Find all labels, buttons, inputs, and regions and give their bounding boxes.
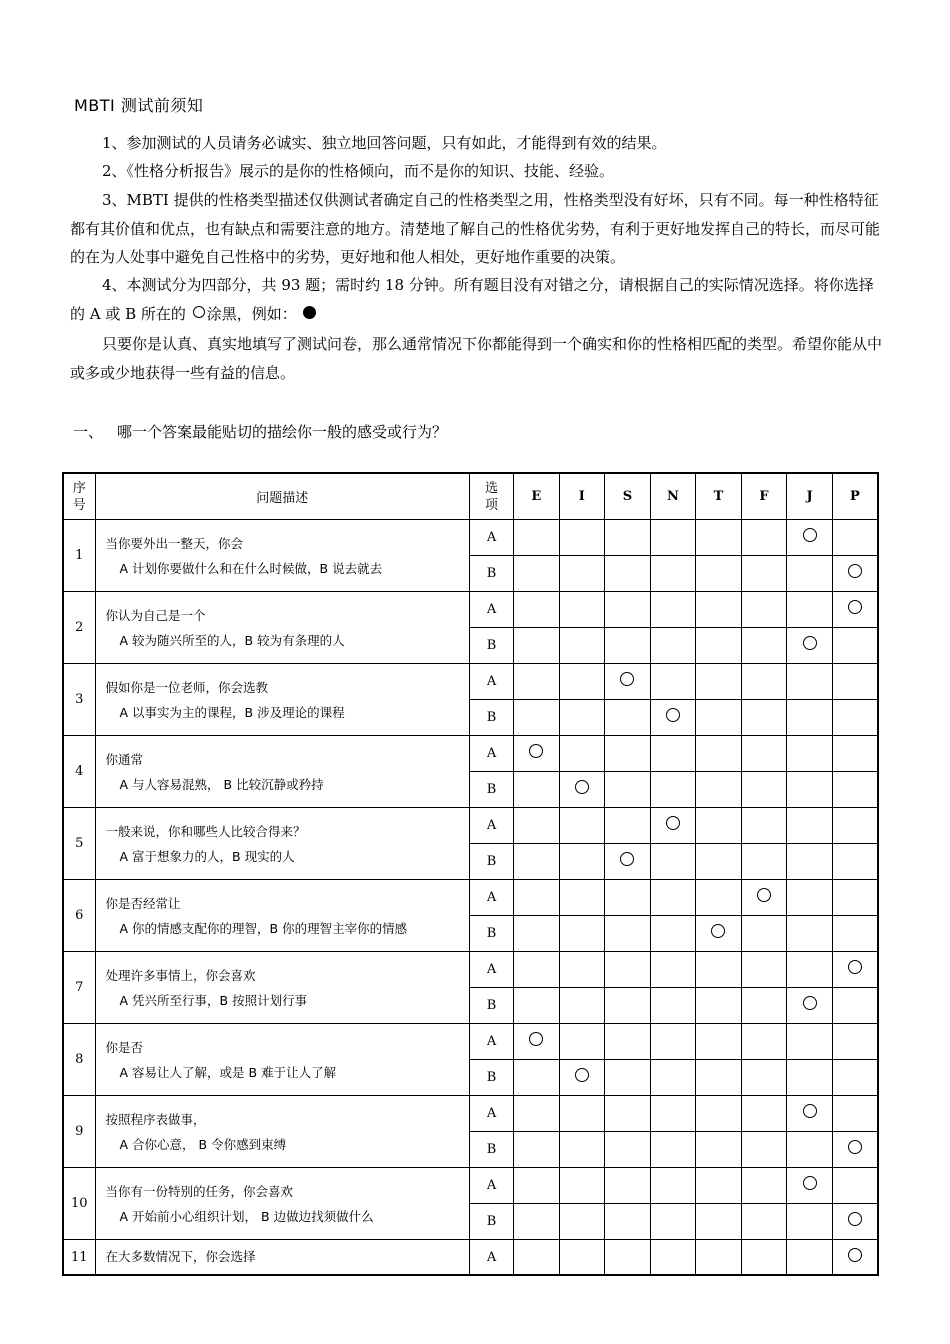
question-number: 4	[63, 736, 95, 808]
answer-cell-q5-a-t	[696, 808, 742, 844]
answer-cell-q9-a-e	[514, 1096, 560, 1132]
header-dim-s: S	[605, 473, 651, 520]
answer-circle-icon[interactable]	[620, 672, 634, 686]
answer-cell-q7-b-e	[514, 988, 560, 1024]
question-number: 5	[63, 808, 95, 880]
question-text: 你是否	[105, 1039, 144, 1055]
answer-cell-q6-b-s	[605, 916, 651, 952]
answer-cell-q9-a-p	[832, 1096, 878, 1132]
question-row-a	[63, 880, 878, 916]
question-number: 7	[63, 952, 95, 1024]
answer-cell-q5-b-e	[514, 844, 560, 880]
answer-cell-q5-b-t	[696, 844, 742, 880]
header-dim-f: F	[741, 473, 787, 520]
answer-cell-q3-b-f	[741, 700, 787, 736]
answer-cell-q11-a-f	[741, 1240, 787, 1276]
option-a-label: A	[469, 808, 513, 844]
question-row-a	[63, 952, 878, 988]
answer-cell-q6-a-f[interactable]	[741, 880, 787, 916]
answer-cell-q9-a-t	[696, 1096, 742, 1132]
answer-cell-q3-a-i	[559, 664, 605, 700]
answer-circle-icon[interactable]	[803, 636, 817, 650]
answer-cell-q1-b-j	[787, 556, 833, 592]
answer-circle-icon[interactable]	[848, 1248, 862, 1262]
option-b-label: B	[469, 772, 513, 808]
answer-cell-q2-b-f	[741, 628, 787, 664]
answer-cell-q3-b-t	[696, 700, 742, 736]
question-answers: A 以事实为主的课程，B 涉及理论的课程	[119, 704, 345, 720]
option-b-label: B	[469, 628, 513, 664]
answer-cell-q8-b-f	[741, 1060, 787, 1096]
answer-cell-q7-a-t	[696, 952, 742, 988]
answer-cell-q5-b-p	[832, 844, 878, 880]
answer-cell-q10-a-t	[696, 1168, 742, 1204]
answer-cell-q8-b-j	[787, 1060, 833, 1096]
question-text: 一般来说，你和哪些人比较合得来？	[105, 823, 306, 839]
answer-cell-q10-a-p	[832, 1168, 878, 1204]
answer-cell-q2-a-j	[787, 592, 833, 628]
answer-cell-q3-a-s[interactable]	[605, 664, 651, 700]
answer-cell-q6-a-e	[514, 880, 560, 916]
answer-cell-q1-a-t	[696, 520, 742, 556]
answer-circle-icon[interactable]	[757, 888, 771, 902]
intro-p4-text-before: 4、本测试分为四部分，共 93 题；需时约 18 分钟。所有题目没有对错之分，请根据自己的实际情况选择。将你选择的 A 或 B 所在的	[70, 276, 874, 323]
option-a-label: A	[469, 1096, 513, 1132]
answer-cell-q1-a-p	[832, 520, 878, 556]
answer-cell-q1-a-n	[650, 520, 696, 556]
question-row-a	[63, 1096, 878, 1132]
filled-circle-icon	[303, 306, 316, 319]
question-description	[95, 664, 469, 736]
section-heading	[73, 421, 447, 442]
question-row-a	[63, 808, 878, 844]
question-description	[95, 1240, 469, 1276]
option-b-label: B	[469, 700, 513, 736]
answer-cell-q2-b-j[interactable]	[787, 628, 833, 664]
option-b-label: B	[469, 556, 513, 592]
answer-circle-icon[interactable]	[848, 1212, 862, 1226]
answer-cell-q4-b-j	[787, 772, 833, 808]
intro-paragraph-3: 3、MBTI 提供的性格类型描述仅供测试者确定自己的性格类型之用，性格类型没有好坏，只有不同。每一种性格特征都有其价值和优点，也有缺点和需要注意的地方。清楚地了解自己的性格优劣势，有利于更好地发挥自己的特长，而尽可能的在为人处事中避免自己性格中的劣势，更好地和他人相处，更好地作重要的决策。	[70, 191, 881, 266]
intro-paragraph-1: 1、参加测试的人员请务必诚实、独立地回答问题，只有如此，才能得到有效的结果。	[102, 134, 667, 152]
intro-paragraph-4	[70, 271, 882, 328]
answer-cell-q2-a-p[interactable]	[832, 592, 878, 628]
answer-cell-q3-a-j	[787, 664, 833, 700]
answer-cell-q9-a-j[interactable]	[787, 1096, 833, 1132]
header-dim-t: T	[696, 473, 742, 520]
option-a-label: A	[469, 664, 513, 700]
answer-cell-q5-b-i	[559, 844, 605, 880]
question-table	[62, 472, 879, 1276]
answer-cell-q5-b-n	[650, 844, 696, 880]
question-text: 处理许多事情上，你会喜欢	[105, 967, 256, 983]
answer-cell-q9-b-p[interactable]	[832, 1132, 878, 1168]
answer-cell-q4-b-f	[741, 772, 787, 808]
answer-cell-q4-a-i	[559, 736, 605, 772]
answer-cell-q5-a-n[interactable]	[650, 808, 696, 844]
answer-cell-q4-b-p	[832, 772, 878, 808]
question-description	[95, 952, 469, 1024]
answer-cell-q9-a-n	[650, 1096, 696, 1132]
question-answers: A 富于想象力的人，B 现实的人	[119, 848, 295, 864]
header-desc: 问题描述	[95, 473, 469, 520]
section-title: 哪一个答案最能贴切的描绘你一般的感受或行为？	[117, 423, 448, 441]
question-text: 你认为自己是一个	[105, 607, 206, 623]
answer-cell-q2-a-f	[741, 592, 787, 628]
answer-cell-q3-b-i	[559, 700, 605, 736]
question-number: 3	[63, 664, 95, 736]
answer-circle-icon[interactable]	[575, 1068, 589, 1082]
question-number: 9	[63, 1096, 95, 1168]
answer-cell-q4-a-n	[650, 736, 696, 772]
answer-cell-q6-b-p	[832, 916, 878, 952]
answer-cell-q10-b-t	[696, 1204, 742, 1240]
answer-cell-q5-b-f	[741, 844, 787, 880]
answer-cell-q3-a-f	[741, 664, 787, 700]
answer-circle-icon[interactable]	[803, 996, 817, 1010]
question-answers: A 开始前小心组织计划， B 边做边找须做什么	[119, 1208, 374, 1224]
option-b-label: B	[469, 916, 513, 952]
answer-cell-q11-a-n	[650, 1240, 696, 1276]
answer-circle-icon[interactable]	[666, 816, 680, 830]
header-seq-label: 序号	[72, 480, 86, 513]
answer-cell-q2-a-e	[514, 592, 560, 628]
answer-cell-q1-a-s	[605, 520, 651, 556]
answer-cell-q1-b-t	[696, 556, 742, 592]
answer-cell-q7-a-e	[514, 952, 560, 988]
answer-cell-q7-b-j[interactable]	[787, 988, 833, 1024]
question-answers: A 与人容易混熟， B 比较沉静或矜持	[119, 776, 324, 792]
answer-cell-q1-a-j[interactable]	[787, 520, 833, 556]
option-b-label: B	[469, 988, 513, 1024]
answer-cell-q2-b-n	[650, 628, 696, 664]
question-row-a	[63, 1240, 878, 1276]
answer-cell-q6-a-s	[605, 880, 651, 916]
question-answers: A 计划你要做什么和在什么时候做，B 说去就去	[119, 560, 383, 576]
answer-cell-q8-a-s	[605, 1024, 651, 1060]
answer-cell-q8-b-e	[514, 1060, 560, 1096]
answer-cell-q11-a-p[interactable]	[832, 1240, 878, 1276]
answer-cell-q1-a-i	[559, 520, 605, 556]
answer-cell-q10-b-s	[605, 1204, 651, 1240]
answer-cell-q8-a-i	[559, 1024, 605, 1060]
answer-cell-q1-b-e	[514, 556, 560, 592]
header-dim-n: N	[650, 473, 696, 520]
answer-cell-q5-a-i	[559, 808, 605, 844]
answer-cell-q6-b-f	[741, 916, 787, 952]
answer-cell-q6-a-p	[832, 880, 878, 916]
answer-cell-q3-b-e	[514, 700, 560, 736]
answer-circle-icon[interactable]	[848, 600, 862, 614]
answer-cell-q4-a-e[interactable]	[514, 736, 560, 772]
answer-cell-q7-b-i	[559, 988, 605, 1024]
section-number: 一、	[73, 423, 104, 441]
answer-cell-q3-b-n[interactable]	[650, 700, 696, 736]
option-a-label: A	[469, 592, 513, 628]
question-answers: A 你的情感支配你的理智，B 你的理智主宰你的情感	[119, 920, 408, 936]
answer-cell-q10-b-p[interactable]	[832, 1204, 878, 1240]
answer-cell-q8-b-p	[832, 1060, 878, 1096]
answer-cell-q2-b-i	[559, 628, 605, 664]
answer-cell-q9-b-i	[559, 1132, 605, 1168]
answer-cell-q7-a-f	[741, 952, 787, 988]
answer-cell-q7-a-n	[650, 952, 696, 988]
answer-cell-q9-b-n	[650, 1132, 696, 1168]
answer-cell-q3-a-e	[514, 664, 560, 700]
answer-cell-q5-a-e	[514, 808, 560, 844]
answer-cell-q1-a-e	[514, 520, 560, 556]
answer-cell-q8-a-p	[832, 1024, 878, 1060]
answer-cell-q7-a-i	[559, 952, 605, 988]
question-row-a	[63, 1024, 878, 1060]
question-answers: A 凭兴所至行事，B 按照计划行事	[119, 992, 308, 1008]
answer-cell-q7-b-p	[832, 988, 878, 1024]
question-number: 11	[63, 1240, 95, 1276]
answer-cell-q7-a-p[interactable]	[832, 952, 878, 988]
answer-cell-q7-b-s	[605, 988, 651, 1024]
question-number: 10	[63, 1168, 95, 1240]
question-description	[95, 1168, 469, 1240]
header-dim-i: I	[559, 473, 605, 520]
answer-cell-q7-b-n	[650, 988, 696, 1024]
answer-cell-q8-b-s	[605, 1060, 651, 1096]
question-row-a	[63, 520, 878, 556]
answer-cell-q3-a-n	[650, 664, 696, 700]
header-seq	[63, 473, 95, 520]
answer-cell-q6-a-i	[559, 880, 605, 916]
answer-cell-q5-a-p	[832, 808, 878, 844]
question-row-a	[63, 664, 878, 700]
answer-cell-q6-a-j	[787, 880, 833, 916]
answer-cell-q8-b-n	[650, 1060, 696, 1096]
answer-cell-q9-b-e	[514, 1132, 560, 1168]
option-a-label: A	[469, 952, 513, 988]
answer-cell-q10-b-n	[650, 1204, 696, 1240]
answer-cell-q4-a-t	[696, 736, 742, 772]
answer-cell-q9-b-s	[605, 1132, 651, 1168]
question-description	[95, 592, 469, 664]
answer-cell-q4-a-s	[605, 736, 651, 772]
answer-circle-icon[interactable]	[848, 960, 862, 974]
answer-circle-icon[interactable]	[803, 1104, 817, 1118]
answer-cell-q6-a-t	[696, 880, 742, 916]
question-text: 在大多数情况下，你会选择	[105, 1249, 256, 1264]
answer-cell-q10-a-f	[741, 1168, 787, 1204]
intro-paragraph-5: 只要你是认真、真实地填写了测试问卷，那么通常情况下你都能得到一个确实和你的性格相匹配的类型。希望你能从中或多或少地获得一些有益的信息。	[70, 335, 883, 382]
question-number: 1	[63, 520, 95, 592]
answer-cell-q10-a-i	[559, 1168, 605, 1204]
question-text: 当你要外出一整天，你会	[105, 535, 244, 551]
answer-circle-icon[interactable]	[529, 1032, 543, 1046]
option-a-label: A	[469, 1168, 513, 1204]
question-answers: A 容易让人了解，或是 B 难于让人了解	[119, 1064, 337, 1080]
answer-cell-q10-b-f	[741, 1204, 787, 1240]
answer-cell-q2-b-t	[696, 628, 742, 664]
answer-cell-q9-b-j	[787, 1132, 833, 1168]
answer-cell-q8-a-n	[650, 1024, 696, 1060]
answer-cell-q5-a-j	[787, 808, 833, 844]
page-title: MBTI 测试前须知	[74, 96, 204, 115]
option-b-label: B	[469, 1132, 513, 1168]
answer-circle-icon[interactable]	[711, 924, 725, 938]
question-description	[95, 808, 469, 880]
intro-paragraph-2: 2、《性格分析报告》展示的是你的性格倾向，而不是你的知识、技能、经验。	[102, 162, 615, 180]
answer-cell-q2-b-p	[832, 628, 878, 664]
answer-cell-q6-b-e	[514, 916, 560, 952]
answer-cell-q1-a-f	[741, 520, 787, 556]
answer-cell-q7-a-s	[605, 952, 651, 988]
intro-p4-text-after: 涂黑，例如：	[206, 304, 297, 323]
answer-cell-q2-a-i	[559, 592, 605, 628]
question-description	[95, 1096, 469, 1168]
answer-cell-q7-a-j	[787, 952, 833, 988]
option-b-label: B	[469, 1204, 513, 1240]
question-text: 当你有一份特别的任务，你会喜欢	[105, 1183, 294, 1199]
answer-cell-q10-b-j	[787, 1204, 833, 1240]
answer-circle-icon[interactable]	[620, 852, 634, 866]
answer-cell-q8-b-t	[696, 1060, 742, 1096]
answer-cell-q10-a-j[interactable]	[787, 1168, 833, 1204]
answer-circle-icon[interactable]	[803, 1176, 817, 1190]
question-text: 你通常	[105, 751, 144, 767]
answer-cell-q1-b-s	[605, 556, 651, 592]
question-description	[95, 736, 469, 808]
question-text: 假如你是一位老师，你会选教	[105, 679, 269, 695]
answer-cell-q6-b-i	[559, 916, 605, 952]
answer-cell-q1-b-i	[559, 556, 605, 592]
question-answers: A 较为随兴所至的人，B 较为有条理的人	[119, 632, 345, 648]
answer-cell-q4-b-s	[605, 772, 651, 808]
answer-circle-icon[interactable]	[848, 1140, 862, 1154]
answer-cell-q6-b-j	[787, 916, 833, 952]
answer-cell-q5-a-s	[605, 808, 651, 844]
question-row-a	[63, 592, 878, 628]
answer-cell-q3-b-s	[605, 700, 651, 736]
answer-circle-icon[interactable]	[848, 564, 862, 578]
answer-cell-q3-b-p	[832, 700, 878, 736]
answer-cell-q3-a-t	[696, 664, 742, 700]
answer-cell-q7-b-t	[696, 988, 742, 1024]
answer-cell-q8-b-i[interactable]	[559, 1060, 605, 1096]
option-a-label: A	[469, 736, 513, 772]
answer-circle-icon[interactable]	[666, 708, 680, 722]
answer-cell-q6-a-n	[650, 880, 696, 916]
question-description	[95, 520, 469, 592]
answer-cell-q11-a-i	[559, 1240, 605, 1276]
option-b-label: B	[469, 844, 513, 880]
header-dim-j: J	[787, 473, 833, 520]
question-row-a	[63, 1168, 878, 1204]
answer-cell-q9-a-f	[741, 1096, 787, 1132]
answer-cell-q3-b-j	[787, 700, 833, 736]
answer-cell-q11-a-j	[787, 1240, 833, 1276]
answer-cell-q10-b-i	[559, 1204, 605, 1240]
answer-cell-q2-b-e	[514, 628, 560, 664]
option-a-label: A	[469, 1240, 513, 1276]
answer-cell-q9-a-s	[605, 1096, 651, 1132]
option-a-label: A	[469, 880, 513, 916]
header-dim-p: P	[832, 473, 878, 520]
answer-cell-q3-a-p	[832, 664, 878, 700]
question-number: 2	[63, 592, 95, 664]
header-dim-e: E	[514, 473, 560, 520]
header-option-label: 选项	[484, 480, 498, 513]
answer-cell-q7-b-f	[741, 988, 787, 1024]
table-header-row	[63, 473, 878, 520]
answer-cell-q9-b-t	[696, 1132, 742, 1168]
answer-cell-q11-a-s	[605, 1240, 651, 1276]
question-text: 按照程序表做事，	[105, 1111, 206, 1127]
answer-cell-q10-b-e	[514, 1204, 560, 1240]
answer-cell-q5-b-s[interactable]	[605, 844, 651, 880]
answer-cell-q4-b-e	[514, 772, 560, 808]
question-text: 你是否经常让	[105, 895, 181, 911]
answer-cell-q2-a-s	[605, 592, 651, 628]
answer-circle-icon[interactable]	[575, 780, 589, 794]
answer-cell-q4-a-f	[741, 736, 787, 772]
answer-circle-icon[interactable]	[803, 528, 817, 542]
answer-cell-q11-a-e	[514, 1240, 560, 1276]
option-a-label: A	[469, 520, 513, 556]
header-option	[469, 473, 513, 520]
answer-cell-q10-a-s	[605, 1168, 651, 1204]
question-description	[95, 880, 469, 952]
option-a-label: A	[469, 1024, 513, 1060]
question-number: 8	[63, 1024, 95, 1096]
answer-cell-q10-a-n	[650, 1168, 696, 1204]
answer-cell-q6-b-t[interactable]	[696, 916, 742, 952]
answer-cell-q8-a-t	[696, 1024, 742, 1060]
answer-cell-q1-b-n	[650, 556, 696, 592]
answer-cell-q9-b-f	[741, 1132, 787, 1168]
answer-cell-q4-a-p	[832, 736, 878, 772]
answer-cell-q5-b-j	[787, 844, 833, 880]
answer-cell-q5-a-f	[741, 808, 787, 844]
question-number: 6	[63, 880, 95, 952]
answer-cell-q4-b-n	[650, 772, 696, 808]
answer-cell-q8-a-j	[787, 1024, 833, 1060]
answer-cell-q4-b-t	[696, 772, 742, 808]
answer-cell-q8-a-f	[741, 1024, 787, 1060]
question-row-a	[63, 736, 878, 772]
answer-cell-q1-b-p[interactable]	[832, 556, 878, 592]
option-b-label: B	[469, 1060, 513, 1096]
answer-cell-q4-b-i[interactable]	[559, 772, 605, 808]
answer-cell-q10-a-e	[514, 1168, 560, 1204]
empty-circle-icon	[193, 306, 205, 318]
answer-cell-q4-a-j	[787, 736, 833, 772]
question-answers: A 合你心意， B 令你感到束缚	[119, 1136, 287, 1152]
answer-cell-q1-b-f	[741, 556, 787, 592]
answer-cell-q8-a-e[interactable]	[514, 1024, 560, 1060]
answer-cell-q2-a-n	[650, 592, 696, 628]
answer-cell-q11-a-t	[696, 1240, 742, 1276]
answer-circle-icon[interactable]	[529, 744, 543, 758]
answer-cell-q6-b-n	[650, 916, 696, 952]
answer-cell-q2-b-s	[605, 628, 651, 664]
answer-cell-q9-a-i	[559, 1096, 605, 1132]
question-description	[95, 1024, 469, 1096]
answer-cell-q2-a-t	[696, 592, 742, 628]
